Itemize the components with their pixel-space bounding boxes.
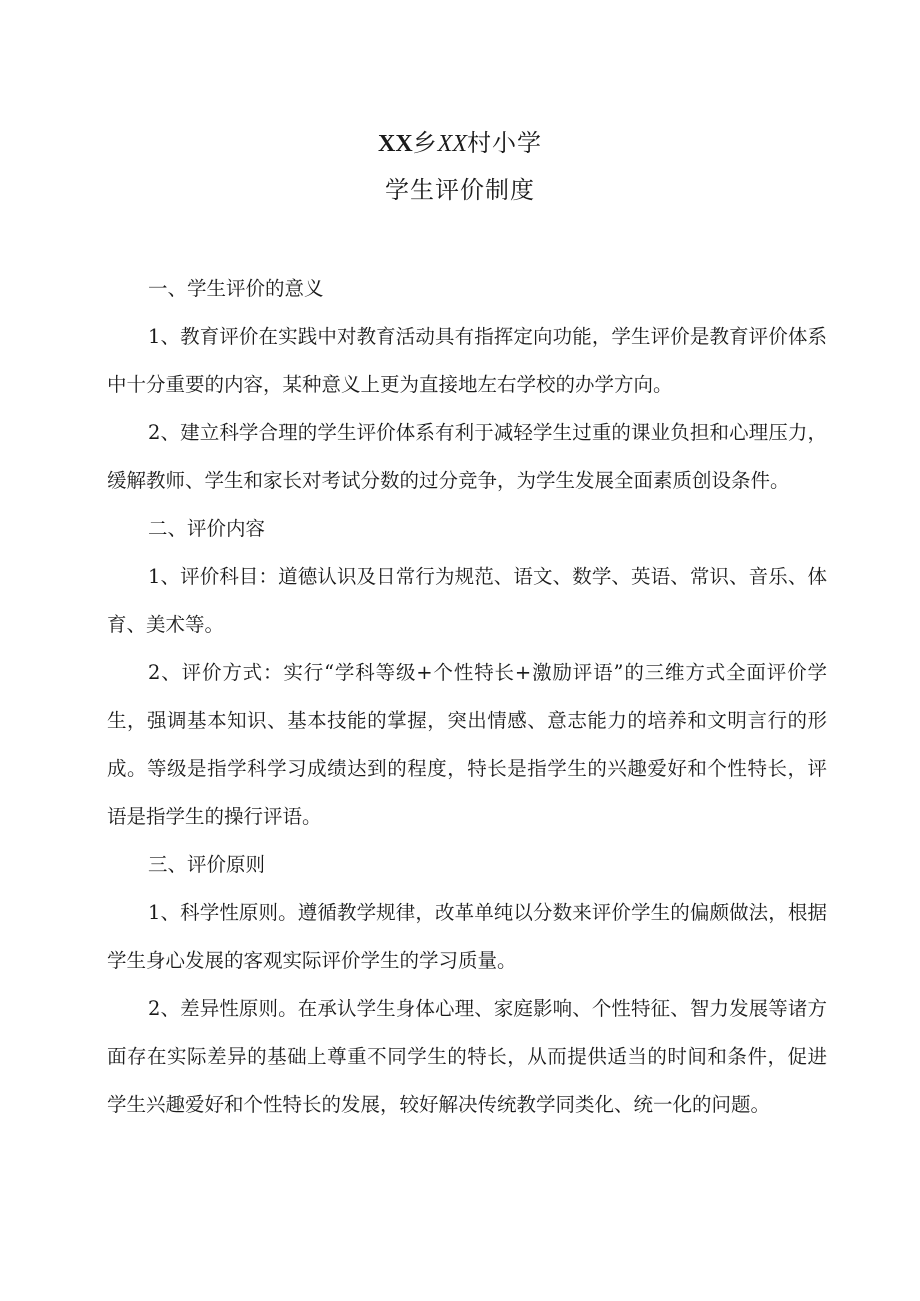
paragraph: 2、评价方式：实行“学科等级+个性特长+激励评语”的三维方式全面评价学生，强调基本知识、基本技能的掌握，突出情感、意志能力的培养和文明言行的形成。等级是指学科学习成绩达到的程度，特长是指学生的兴趣爱好和个性特长，评语是指学生的操行评语。	[107, 661, 827, 828]
paragraph: 1、评价科目：道德认识及日常行为规范、语文、数学、英语、常识、音乐、体育、美术等。	[107, 565, 827, 636]
school-title-village: XX	[437, 131, 467, 157]
school-title-township: 乡	[412, 129, 438, 157]
school-title	[0, 128, 920, 159]
paragraph: 2、差异性原则。在承认学生身体心理、家庭影响、个性特征、智力发展等诸方面存在实际差异的基础上尊重不同学生的特长，从而提供适当的时间和条件，促进学生兴趣爱好和个性特长的发展，较好解决传统教学同类化、统一化的问题。	[107, 997, 827, 1116]
paragraph: 1、教育评价在实践中对教育活动具有指挥定向功能，学生评价是教育评价体系中十分重要的内容，某种意义上更为直接地左右学校的办学方向。	[107, 325, 827, 396]
paragraph: 1、科学性原则。遵循教学规律，改革单纯以分数来评价学生的偏颇做法，根据学生身心发展的客观实际评价学生的学习质量。	[107, 901, 827, 972]
document-title: 学生评价制度	[385, 176, 535, 204]
paragraph: 2、建立科学合理的学生评价体系有利于减轻学生过重的课业负担和心理压力，缓解教师、学生和家长对考试分数的过分竞争，为学生发展全面素质创设条件。	[107, 421, 827, 492]
section-heading-significance: 一、学生评价的意义	[148, 277, 324, 300]
school-title-prefix: XX	[378, 131, 413, 157]
school-title-suffix: 村小学	[467, 129, 542, 157]
document-body	[107, 265, 827, 1129]
section-heading-content: 二、评价内容	[148, 517, 266, 540]
section-heading-principles: 三、评价原则	[148, 853, 266, 876]
